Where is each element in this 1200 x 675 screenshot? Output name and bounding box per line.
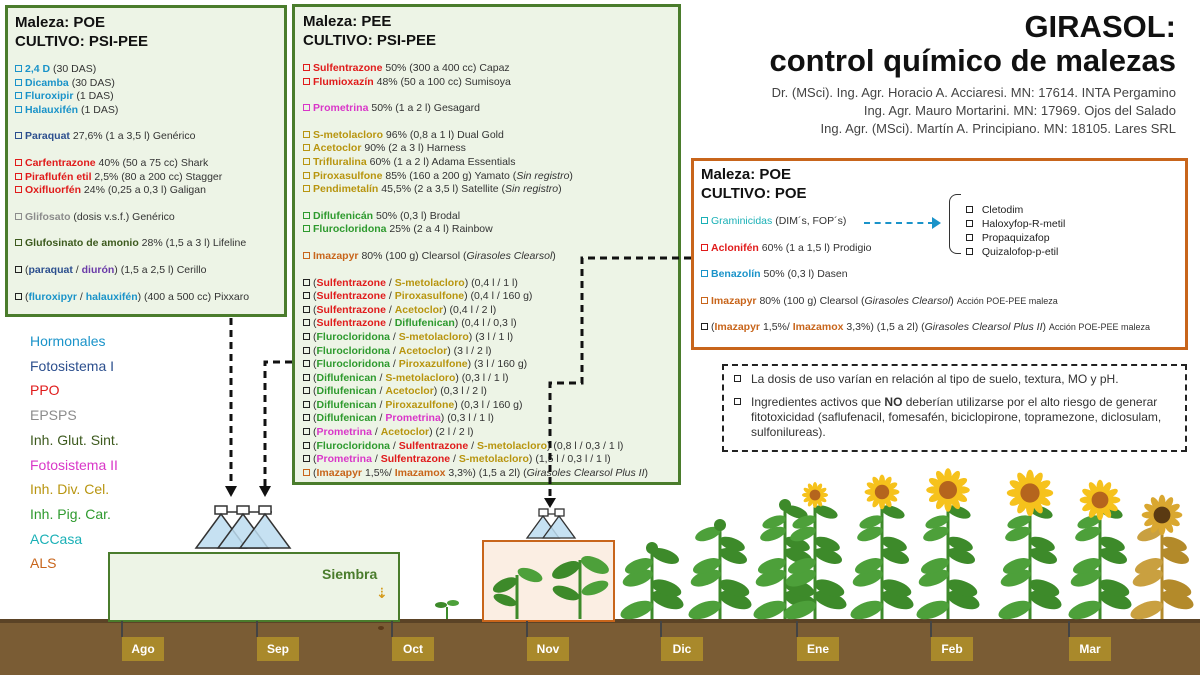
herbicide-item: Acetoclor 90% (2 a 3 l) Harness (303, 142, 678, 156)
legend-item: Inh. Glut. Sint. (30, 431, 119, 448)
title-line1: GIRASOL: (1024, 9, 1176, 44)
sprayer-nozzles-postemergence (527, 509, 575, 538)
month-oct: Oct (392, 637, 434, 661)
herbicide-item: Glufosinato de amonio 28% (1,5 a 3 l) Lifeline (15, 237, 284, 251)
month-dic: Dic (661, 637, 703, 661)
connector-box2 (265, 362, 292, 488)
herbicide-item: (Flurocloridona / Acetoclor) (3 l / 2 l) (303, 345, 678, 359)
herbicide-item: 2,4 D (30 DAS) (15, 63, 284, 77)
siembra-arrow: ⇣ (376, 585, 388, 601)
herbicide-item: (Prometrina / Acetoclor) (2 l / 2 l) (303, 426, 678, 440)
herbicide-item: Fluroxipir (1 DAS) (15, 90, 284, 104)
box2-cultivo-heading: CULTIVO: PSI-PEE (303, 32, 437, 49)
month-sep: Sep (257, 637, 299, 661)
herbicide-item: Diflufenicán 50% (0,3 l) Brodal (303, 210, 678, 224)
herbicide-item: (Imazapyr 1,5%/ Imazamox 3,3%) (1,5 a 2l) (Girasoles Clearsol Plus II) (303, 467, 678, 481)
month-ago: Ago (122, 637, 164, 661)
legend-item: PPO (30, 382, 60, 399)
sunflower-plants (618, 468, 1196, 623)
herbicide-item: S-metolacloro 96% (0,8 a 1 l) Dual Gold (303, 129, 678, 143)
sunflower-plant (1066, 480, 1134, 623)
box2-maleza-heading: Maleza: PEE (303, 13, 392, 30)
legend-item: Fotosistema I (30, 357, 115, 374)
legend-item: Inh. Pig. Car. (30, 505, 111, 522)
sunflower-plant (914, 468, 982, 623)
herbicide-item: Flurocloridona 25% (2 a 4 l) Rainbow (303, 223, 678, 237)
herbicide-item: (Flurocloridona / Piroxazulfone) (3 l / 160 g) (303, 358, 678, 372)
month-feb: Feb (931, 637, 973, 661)
herbicide-item: Imazapyr 80% (100 g) Clearsol (Girasoles Clearsol) Acción POE-PEE maleza (701, 295, 1185, 309)
herbicide-item: (Diflufenican / Acetoclor) (0,3 l / 2 l) (303, 385, 678, 399)
herbicide-item: Glifosato (dosis v.s.f.) Genérico (15, 211, 284, 225)
herbicide-item: Benazolín 50% (0,3 l) Dasen (701, 268, 1185, 282)
seedling-plant (435, 600, 459, 619)
herbicide-item: Halauxifén (1 DAS) (15, 104, 284, 118)
herbicide-item: (Imazapyr 1,5%/ Imazamox 3,3%) (1,5 a 2l) (Girasoles Clearsol Plus II) Acción POE-PEE maleza (701, 321, 1185, 335)
sunflower-plant (686, 519, 754, 623)
month-mar: Mar (1069, 637, 1111, 661)
herbicide-item: Sulfentrazone 50% (300 a 400 cc) Capaz (303, 62, 678, 76)
month-ene: Ene (797, 637, 839, 661)
author-3: Ing. Agr. (MSci). Martín A. Principiano. MN: 18105. Lares SRL (820, 121, 1176, 136)
graminicida-item: Propaquizafop (966, 231, 1065, 245)
seed (378, 626, 384, 630)
box3-cultivo-heading: CULTIVO: POE (701, 185, 807, 202)
sunflower-plant (618, 542, 686, 623)
herbicide-item: Aclonifén 60% (1 a 1,5 l) Prodigio (701, 242, 1185, 256)
note-item: Ingredientes activos que NO deberían utilizarse por el alto riesgo de generar fitotoxicidad (saflufenacil, fomesafén, biciclopirone, topramezone, diclosulam, sulfonilureas). (734, 395, 1175, 440)
herbicide-item: Piroxasulfone 85% (160 a 200 g) Yamato (Sin registro) (303, 170, 678, 184)
herbicide-item: (Flurocloridona / Sulfentrazone / S-metolacloro) (0,8 l / 0,3 / 1 l) (303, 440, 678, 454)
herbicide-item: (Diflufenican / Piroxazulfone) (0,3 l / 160 g) (303, 399, 678, 413)
herbicide-item: Oxifluorfén 24% (0,25 a 0,3 l) Galigan (15, 184, 284, 198)
herbicide-item: (fluroxipyr / halauxifén) (400 a 500 cc) Pixxaro (15, 291, 284, 305)
title-line2: control químico de malezas (769, 43, 1176, 78)
sprayer-nozzles-preemergence (196, 506, 290, 548)
graminicida-item: Quizalofop-p-etil (966, 245, 1065, 259)
connector-box3 (550, 258, 691, 500)
herbicide-item: Prometrina 50% (1 a 2 l) Gesagard (303, 102, 678, 116)
herbicide-item: Paraquat 27,6% (1 a 3,5 l) Genérico (15, 130, 284, 144)
herbicide-item: Pendimetalín 45,5% (2 a 3,5 l) Satellite (Sin registro) (303, 183, 678, 197)
herbicide-item: (Sulfentrazone / Acetoclor) (0,4 l / 2 l) (303, 304, 678, 318)
herbicide-item: Piraflufén etil 2,5% (80 a 200 cc) Stagger (15, 171, 284, 185)
herbicide-item: (paraquat / diurón) (1,5 a 2,5 l) Cerillo (15, 264, 284, 278)
herbicide-item: (Prometrina / Sulfentrazone / S-metolacloro) (1,5 l / 0,3 l / 1 l) (303, 453, 678, 467)
herbicide-item: Carfentrazone 40% (50 a 75 cc) Shark (15, 157, 284, 171)
herbicide-item: Flumioxazín 48% (50 a 100 cc) Sumisoya (303, 76, 678, 90)
herbicide-item: Trifluralina 60% (1 a 2 l) Adama Essentials (303, 156, 678, 170)
herbicide-item: (Diflufenican / S-metolacloro) (0,3 l / 1 l) (303, 372, 678, 386)
sunflower-plant (848, 475, 916, 623)
legend-item: ACCasa (30, 530, 83, 547)
legend-item: Inh. Div. Cel. (30, 481, 110, 498)
box3-maleza-heading: Maleza: POE (701, 166, 792, 183)
sunflower-plant (1128, 495, 1196, 623)
young-plant-2 (549, 552, 611, 619)
author-2: Ing. Agr. Mauro Mortarini. MN: 17969. Ojos del Salado (863, 103, 1176, 118)
legend-item: Fotosistema II (30, 456, 118, 473)
herbicide-item: (Sulfentrazone / Diflufenican) (0,4 l / 0,3 l) (303, 317, 678, 331)
young-plant-1 (491, 565, 545, 619)
herbicide-item: (Flurocloridona / S-metolacloro) (3 l / 1 l) (303, 331, 678, 345)
note-item: La dosis de uso varían en relación al tipo de suelo, textura, MO y pH. (734, 372, 1175, 387)
siembra-label: Siembra (322, 566, 378, 582)
month-nov: Nov (527, 637, 569, 661)
box1-maleza-heading: Maleza: POE (15, 14, 106, 31)
herbicide-item: Graminicidas (DIM´s, FOP´s) (701, 215, 1185, 229)
herbicide-item: (Sulfentrazone / Piroxasulfone) (0,4 l / 160 g) (303, 290, 678, 304)
herbicide-item: Dicamba (30 DAS) (15, 77, 284, 91)
herbicide-item: Imazapyr 80% (100 g) Clearsol (Girasoles Clearsol) (303, 250, 678, 264)
graminicida-item: Haloxyfop-R-metil (966, 217, 1065, 231)
legend-item: Hormonales (30, 333, 106, 349)
graminicida-item: Cletodim (966, 203, 1065, 217)
sunflower-plant (996, 470, 1064, 623)
herbicide-item: (Sulfentrazone / S-metolacloro) (0,4 l / 1 l) (303, 277, 678, 291)
legend-item: EPSPS (30, 407, 77, 424)
author-1: Dr. (MSci). Ing. Agr. Horacio A. Acciaresi. MN: 17614. INTA Pergamino (771, 85, 1176, 100)
box1-cultivo-heading: CULTIVO: PSI-PEE (15, 33, 149, 50)
herbicide-item: (Diflufenican / Prometrina) (0,3 l / 1 l) (303, 412, 678, 426)
legend-item: ALS (30, 555, 57, 572)
